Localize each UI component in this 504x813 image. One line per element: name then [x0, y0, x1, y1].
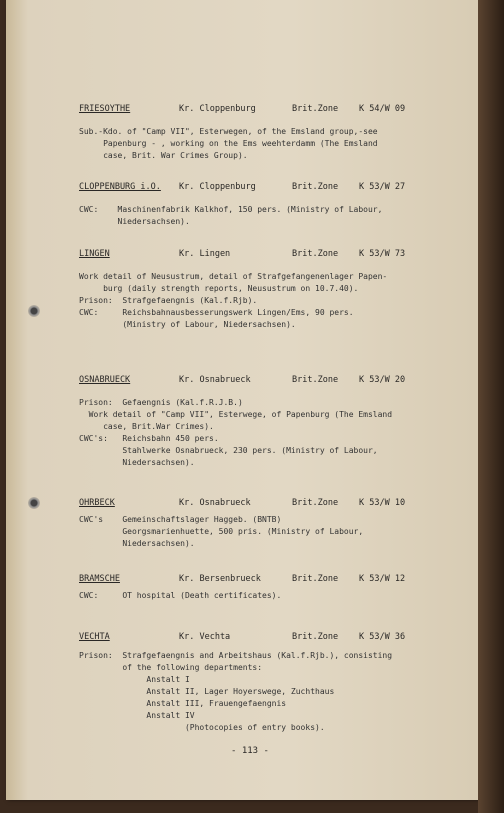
entry-ref: K 53/W 36: [359, 632, 406, 642]
entry-line: CWC: Maschinenfabrik Kalkhof, 150 pers. (Ministry of Labour,: [79, 205, 383, 214]
entry-place: CLOPPENBURG i.O.: [79, 182, 161, 192]
entry-place: LINGEN: [79, 249, 110, 259]
entry-zone: Brit.Zone: [292, 182, 339, 192]
entry-zone: Brit.Zone: [292, 632, 339, 642]
entry-district: Kr. Lingen: [179, 249, 231, 259]
entry-zone: Brit.Zone: [292, 498, 339, 508]
entry-line: Sub.-Kdo. of "Camp VII", Esterwegen, of the Emsland group,-see: [79, 127, 378, 136]
entry-line: case, Brit.War Crimes).: [79, 422, 214, 431]
entry-line: Georgsmarienhuette, 500 pris. (Ministry of Labour,: [79, 527, 364, 536]
entry-line: Prison: Strafgefaengnis and Arbeitshaus (Kal.f.Rjb.), consisting: [79, 651, 393, 660]
entry-line: Anstalt I: [79, 675, 190, 684]
entry-district: Kr. Cloppenburg: [179, 104, 256, 114]
entry-line: Niedersachsen).: [79, 539, 195, 548]
entry-district: Kr. Osnabrueck: [179, 375, 251, 385]
punch-hole-top: [28, 305, 40, 317]
entry-ref: K 53/W 10: [359, 498, 406, 508]
entry-line: of the following departments:: [79, 663, 263, 672]
book-edge: [478, 0, 504, 813]
entry-place: OSNABRUECK: [79, 375, 131, 385]
entry-line: Niedersachsen).: [79, 458, 195, 467]
entry-line: Papenburg - , working on the Ems weehterdamm (The Emsland: [79, 139, 378, 148]
entry-line: (Ministry of Labour, Niedersachsen).: [79, 320, 296, 329]
entry-line: Stahlwerke Osnabrueck, 230 pers. (Ministry of Labour,: [79, 446, 378, 455]
entry-line: CWC: OT hospital (Death certificates).: [79, 591, 282, 600]
entry-line: Niedersachsen).: [79, 217, 190, 226]
entry-friesoythe: [79, 104, 459, 162]
entry-district: Kr. Cloppenburg: [179, 182, 256, 192]
entry-line: CWC: Reichsbahnausbesserungswerk Lingen/Ems, 90 pers.: [79, 308, 354, 317]
entry-zone: Brit.Zone: [292, 104, 339, 114]
entry-ref: K 53/W 12: [359, 574, 406, 584]
entry-district: Kr. Osnabrueck: [179, 498, 251, 508]
entry-ref: K 53/W 27: [359, 182, 406, 192]
entry-line: Anstalt IV: [79, 711, 195, 720]
page-number: - 113 -: [231, 746, 269, 756]
entry-line: CWC's: Reichsbahn 450 pers.: [79, 434, 219, 443]
entry-line: case, Brit. War Crimes Group).: [79, 151, 248, 160]
document-page: [6, 0, 478, 800]
entry-zone: Brit.Zone: [292, 375, 339, 385]
entry-line: Anstalt II, Lager Hoyerswege, Zuchthaus: [79, 687, 335, 696]
entry-place: BRAMSCHE: [79, 574, 120, 584]
entry-cloppenburg: [79, 182, 459, 228]
entry-line: Work detail of "Camp VII", Esterwege, of Papenburg (The Emsland: [79, 410, 393, 419]
entry-line: CWC's Gemeinschaftslager Haggeb. (BNTB): [79, 515, 282, 524]
entry-place: VECHTA: [79, 632, 110, 642]
entry-ref: K 53/W 73: [359, 249, 406, 259]
entry-line: Anstalt III, Frauengefaengnis: [79, 699, 287, 708]
entry-ref: K 54/W 09: [359, 104, 406, 114]
entry-vechta: [79, 632, 459, 734]
entry-line: (Photocopies of entry books).: [79, 723, 325, 732]
entry-line: Work detail of Neusustrum, detail of Strafgefangenenlager Papen-: [79, 272, 388, 281]
entry-place: OHRBECK: [79, 498, 115, 508]
entry-line: burg (daily strength reports, Neusustrum on 10.7.40).: [79, 284, 359, 293]
entry-district: Kr. Bersenbrueck: [179, 574, 261, 584]
punch-hole-bottom: [28, 497, 40, 509]
entry-bramsche: [79, 574, 459, 602]
entry-zone: Brit.Zone: [292, 249, 339, 259]
entry-lingen: [79, 249, 459, 331]
entry-place: FRIESOYTHE: [79, 104, 131, 114]
entry-district: Kr. Vechta: [179, 632, 231, 642]
entry-osnabrueck: [79, 375, 459, 469]
entry-zone: Brit.Zone: [292, 574, 339, 584]
entry-line: Prison: Strafgefaengnis (Kal.f.Rjb).: [79, 296, 258, 305]
entry-line: Prison: Gefaengnis (Kal.f.R.J.B.): [79, 398, 243, 407]
entry-ohrbeck: [79, 498, 459, 550]
entry-ref: K 53/W 20: [359, 375, 406, 385]
